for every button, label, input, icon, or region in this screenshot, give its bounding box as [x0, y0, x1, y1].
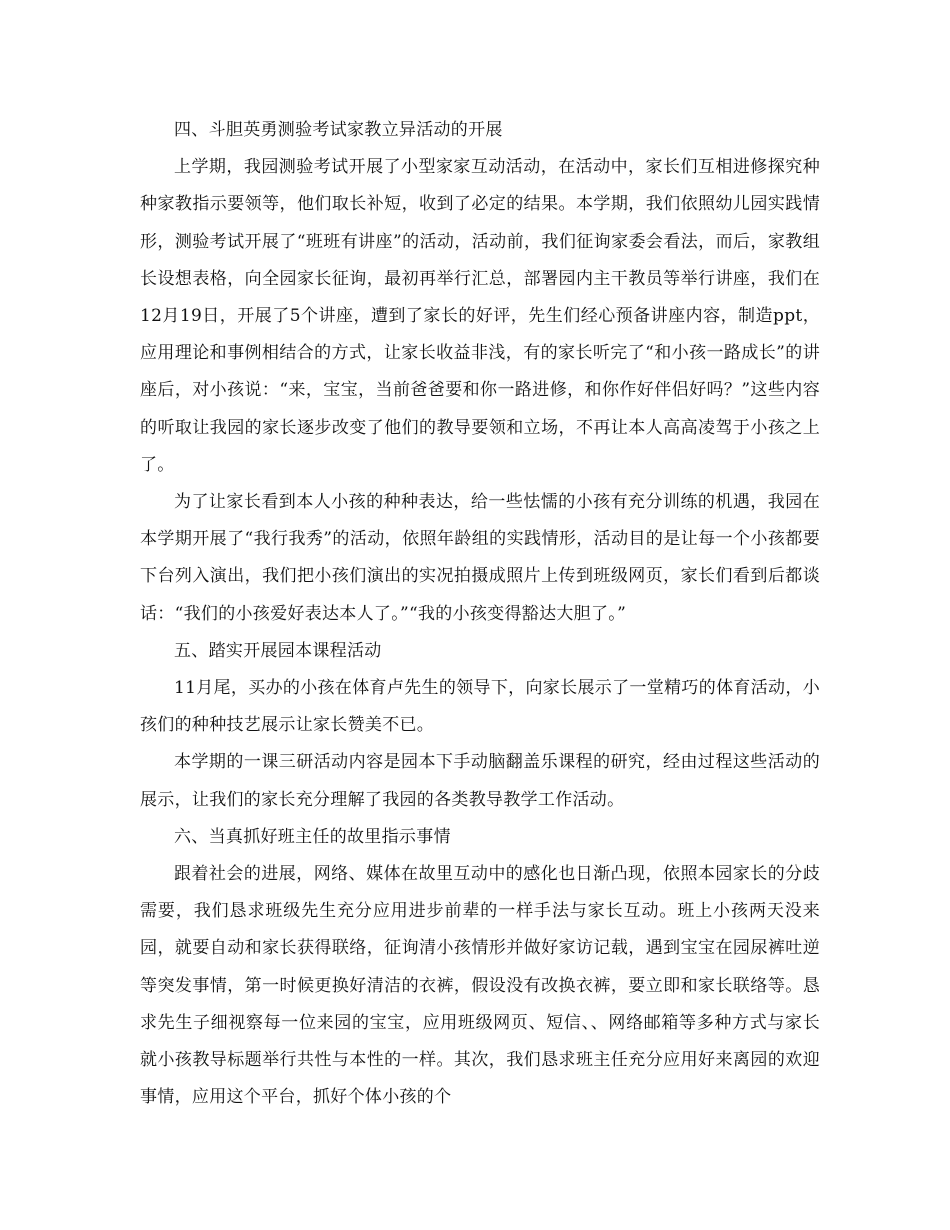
section-heading-5: 五、踏实开展园本课程活动	[174, 640, 382, 661]
document-page	[140, 112, 820, 1116]
body-paragraph: 上学期，我园测验考试开展了小型家家互动活动，在活动中，家长们互相进修探究种种家教指示要领等，他们取长补短，收到了必定的结果。本学期，我们依照幼儿园实践情形，测验考试开展了“班班有讲座”的活动，活动前，我们征询家委会看法，而后，家教组长设想表格，向全园家长征询，最初再举行汇总，部署园内主干教员等举行讲座，我们在12月19日，开展了5个讲座，遭到了家长的好评，先生们经心预备讲座内容，制造ppt，应用理论和事例相结合的方式，让家长收益非浅，有的家长听完了“和小孩一路成长”的讲座后，对小孩说：“来，宝宝，当前爸爸要和你一路进修，和你作好伴侣好吗？”这些内容的听取让我园的家长逐步改变了他们的教导要领和立场，不再让本人高高凌驾于小孩之上了。	[140, 157, 820, 475]
body-paragraph: 跟着社会的进展，网络、媒体在故里互动中的感化也日渐凸现，依照本园家长的分歧需要，我们恳求班级先生充分应用进步前辈的一样手法与家长互动。班上小孩两天没来园，就要自动和家长获得联络，征询清小孩情形并做好家访记载，遇到宝宝在园尿裤吐逆等突发事情，第一时候更换好清洁的衣裤，假设没有改换衣裤，要立即和家长联络等。恳求先生子细视察每一位来园的宝宝，应用班级网页、短信、、网络邮箱等多种方式与家长就小孩教导标题举行共性与本性的一样。其次，我们恳求班主任充分应用好来离园的欢迎事情，应用这个平台，抓好个体小孩的个	[140, 864, 820, 1108]
section-heading-4: 四、斗胆英勇测验考试家教立异活动的开展	[174, 120, 503, 140]
body-paragraph: 本学期的一课三研活动内容是园本下手动脑翻盖乐课程的研究，经由过程这些活动的展示，让我们的家长充分理解了我园的各类教导教学工作活动。	[140, 752, 820, 810]
section-heading-6: 六、当真抓好班主任的故里指示事情	[174, 826, 451, 847]
body-paragraph: 为了让家长看到本人小孩的种种表达，给一些怯懦的小孩有充分训练的机遇，我园在本学期开展了“我行我秀”的活动，依照年龄组的实践情形，活动目的是让每一个小孩都要下台列入演出，我们把小孩们演出的实况拍摄成照片上传到班级网页，家长们看到后都谈话：“我们的小孩爱好表达本人了。”“我的小孩变得豁达大胆了。”	[140, 492, 820, 624]
body-paragraph: 11月尾，买办的小孩在体育卢先生的领导下，向家长展示了一堂精巧的体育活动，小孩们的种种技艺展示让家长赞美不已。	[140, 678, 820, 736]
